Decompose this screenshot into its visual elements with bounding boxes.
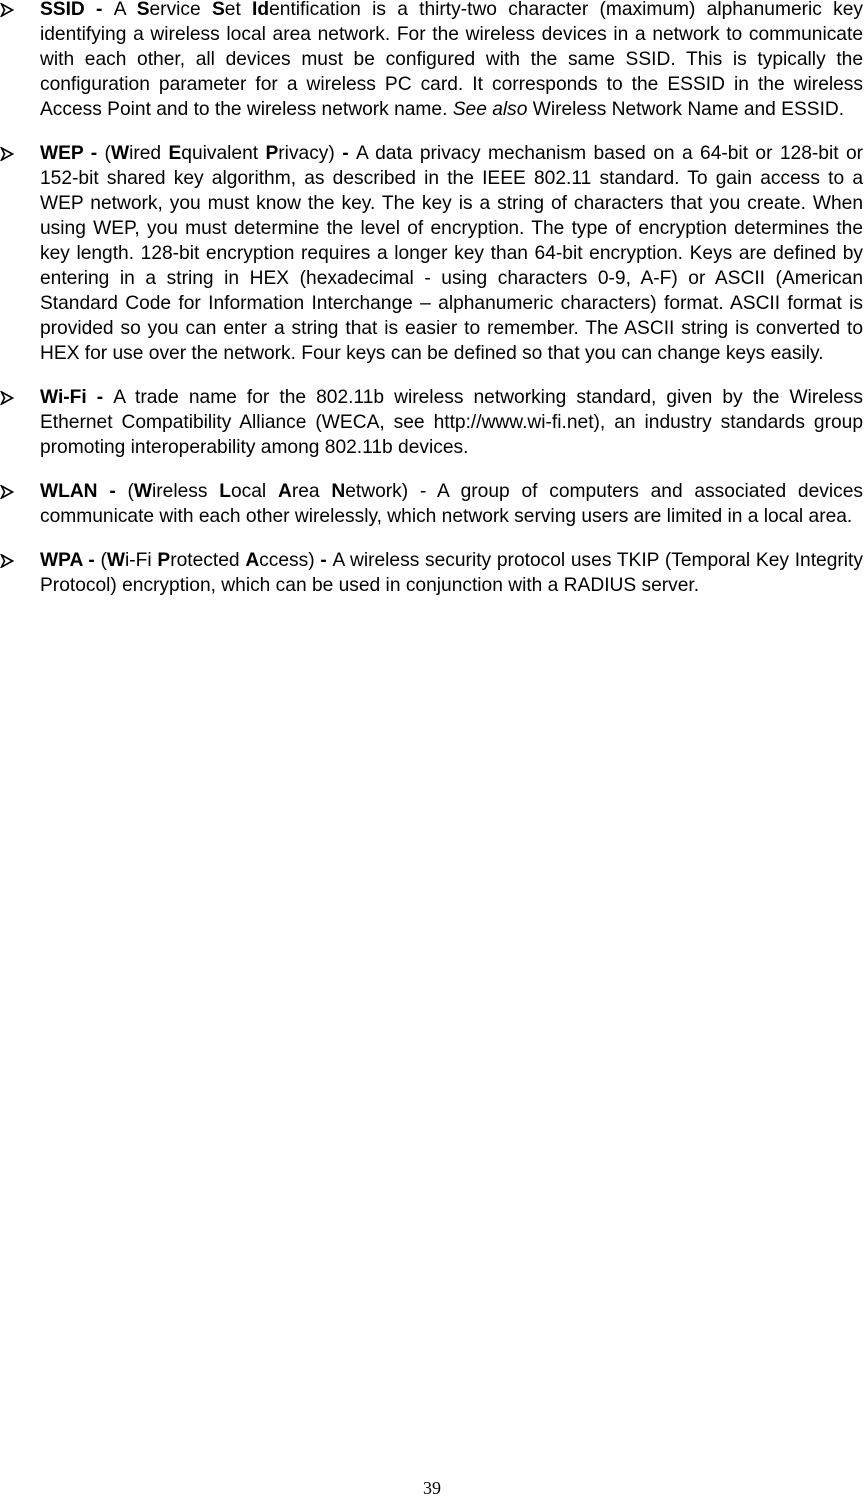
bold-text-segment: - bbox=[342, 143, 356, 164]
glossary-entry-text bbox=[40, 550, 863, 596]
bold-text-segment: E bbox=[168, 143, 182, 164]
bold-text-segment: L bbox=[219, 481, 231, 502]
text-segment: quivalent bbox=[181, 143, 266, 164]
glossary-entry-text bbox=[40, 481, 863, 527]
arrowhead-bullet-icon bbox=[0, 485, 14, 499]
text-segment: et bbox=[224, 0, 253, 20]
arrowhead-bullet-icon bbox=[0, 391, 14, 405]
italic-text-segment: See also bbox=[452, 99, 528, 120]
bold-text-segment: - bbox=[320, 550, 333, 571]
glossary-entry-wep bbox=[0, 141, 864, 366]
text-segment: A bbox=[113, 0, 137, 20]
text-segment: A data privacy mechanism based on a 64-bit or 128-bit or 152-bit shared key algorithm, as described in the IEEE 802.11 standard. To gain access to a WEP network, you must know the key. The key is a string of characters that you create. When using WEP, you must determine the level of encryption. The type of encryption determines the key length. 128-bit encryption requires a longer key than 64-bit encryption. Keys are defined by entering in a string in HEX (hexadecimal - using characters 0-9, A-F) or ASCII (American Standard Code for Information Interchange – alphanumeric characters) format. ASCII format is provided so you can enter a string that is easier to remember. The ASCII string is converted to HEX for use over the network. Four keys can be defined so that you can change keys easily. bbox=[40, 143, 864, 364]
bold-text-segment: S bbox=[211, 0, 225, 20]
glossary-entry-wlan bbox=[0, 479, 864, 529]
text-segment: entification is a thirty-two character (maximum) alphanumeric key identifying a wireless local area network. For the wireless devices in a network to communicate with each other, all devices must be configured with the same SSID. This is typically the configuration parameter for a wireless PC card. It corresponds to the ESSID in the wireless Access Point and to the wireless network name. bbox=[40, 0, 863, 120]
glossary-entry-text bbox=[40, 387, 863, 458]
text-segment: ccess) bbox=[259, 550, 321, 571]
text-segment: etwork) - A group of computers and associated devices communicate with each other wirelessly, which network serving users are limited in a local area. bbox=[40, 481, 863, 527]
bold-text-segment: WEP - bbox=[40, 143, 105, 164]
arrowhead-bullet-icon bbox=[0, 3, 14, 17]
bold-text-segment: WPA - bbox=[40, 550, 101, 571]
bold-text-segment: Id bbox=[252, 0, 270, 20]
bold-text-segment: WLAN - bbox=[40, 481, 128, 502]
glossary-entry-ssid bbox=[0, 0, 864, 122]
arrowhead-bullet-icon bbox=[0, 554, 14, 568]
text-segment: A trade name for the 802.11b wireless networking standard, given by the Wireless Ethernet Compatibility Alliance (WECA, see http://www.wi-fi.net), an industry standards group promoting interoperability among 802.11b devices. bbox=[40, 387, 863, 458]
bold-text-segment: W bbox=[110, 143, 130, 164]
glossary-list bbox=[0, 0, 864, 617]
text-segment: ( bbox=[127, 481, 134, 502]
bold-text-segment: A bbox=[245, 550, 260, 571]
bold-text-segment: W bbox=[133, 481, 153, 502]
bold-text-segment: S bbox=[136, 0, 150, 20]
text-segment: i-Fi bbox=[125, 550, 158, 571]
glossary-entry-wi-fi bbox=[0, 385, 864, 460]
text-segment: rotected bbox=[170, 550, 246, 571]
text-segment: ( bbox=[100, 550, 107, 571]
text-segment: A wireless security protocol uses TKIP (Temporal Key Integrity Protocol) encryption, which can be used in conjunction with a RADIUS server. bbox=[40, 550, 863, 596]
glossary-entry-text bbox=[40, 143, 863, 364]
text-segment: Wireless Network Name and ESSID. bbox=[527, 99, 845, 120]
text-segment: ocal bbox=[231, 481, 278, 502]
text-segment: ired bbox=[129, 143, 169, 164]
text-segment: ervice bbox=[149, 0, 212, 20]
glossary-entry-wpa bbox=[0, 548, 864, 598]
bold-text-segment: A bbox=[278, 481, 292, 502]
page-number: 39 bbox=[423, 1478, 441, 1498]
bold-text-segment: W bbox=[106, 550, 126, 571]
bold-text-segment: P bbox=[265, 143, 279, 164]
arrowhead-bullet-icon bbox=[0, 147, 14, 161]
text-segment: ( bbox=[104, 143, 111, 164]
bold-text-segment: SSID - bbox=[40, 0, 114, 20]
text-segment: rivacy) bbox=[278, 143, 343, 164]
bold-text-segment: N bbox=[331, 481, 346, 502]
text-segment: ireless bbox=[152, 481, 220, 502]
text-segment: rea bbox=[291, 481, 332, 502]
glossary-entry-text bbox=[40, 0, 863, 120]
bold-text-segment: P bbox=[157, 550, 171, 571]
bold-text-segment: Wi-Fi - bbox=[40, 387, 114, 408]
